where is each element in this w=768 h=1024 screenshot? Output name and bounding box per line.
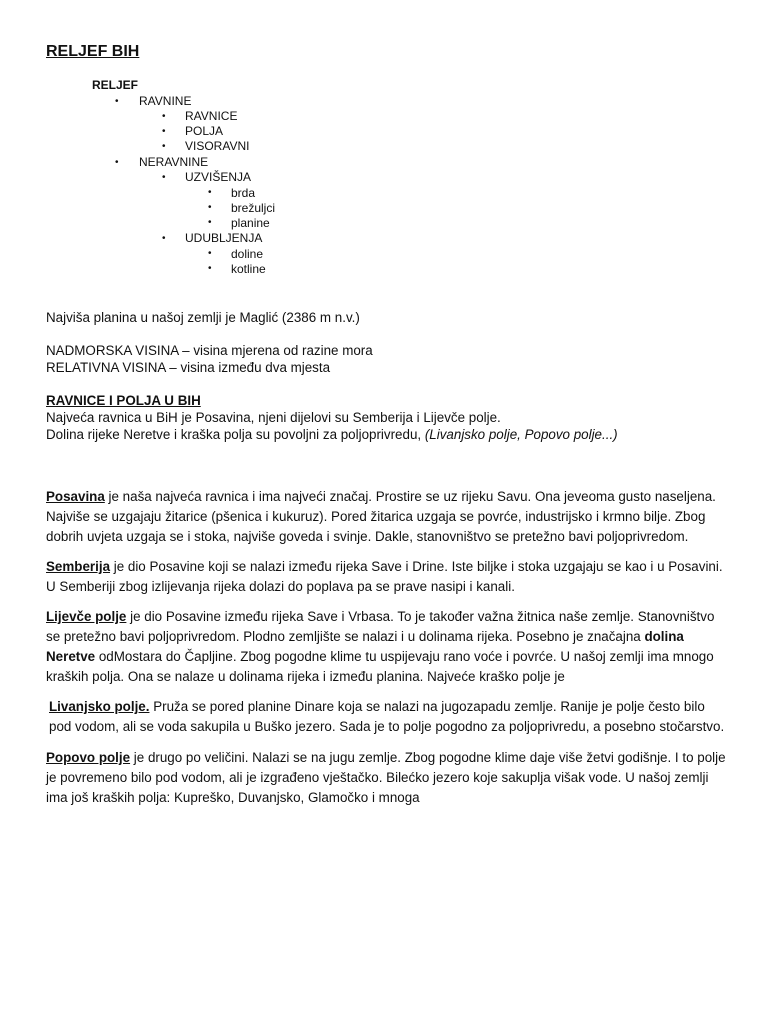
outline-item-udubljenja: UDUBLJENJA [185,231,263,245]
outline-item-neravnine: NERAVNINE [139,155,209,169]
bullet-icon: • [162,126,166,137]
posavina-paragraph [46,487,726,547]
outline-item-planine: planine [231,216,270,230]
popovo-text: je drugo po veličini. Nalazi se na jugu zemlje. Zbog pogodne klime daje više žetvi godišnje. I to polje je povremeno bilo pod vodom, ali je izgrađeno vještačko. Bilećko jezero koje sakuplja višak vode. U našoj zemlji ima još kraških polja: Kupreško, Duvanjsko, Glamočko i mnoga [46,750,726,805]
bullet-icon: • [162,141,166,152]
page-title: RELJEF BIH [46,43,140,60]
livanjsko-term: Livanjsko polje. [49,699,150,714]
outline-item-ravnine: RAVNINE [139,94,192,108]
livanjsko-paragraph [49,697,729,737]
lijevce-text-a: je dio Posavine između rijeka Save i Vrbasa. To je također važna žitnica naše zemlje. Stanovništvo se pretežno bavi poljoprivredom. Plodno zemljište se nalazi i u dolinama rijeka. Posebno je značajna [46,609,715,644]
outline-item-brezuljci: brežuljci [231,201,276,215]
bullet-icon: • [208,263,212,274]
bullet-icon: • [162,111,166,122]
outline-item-visoravni: VISORAVNI [185,139,250,153]
posavina-text: je naša najveća ravnica i ima najveći značaj. Prostire se uz rijeku Savu. Ona jeveoma gusto naseljena. Najviše se uzgajaju žitarice (pšenica i kukuruz). Pored žitarica uzgaja se povrće, industrijsko i krmno bilje. Zbog dobrih uvjeta uzgaja se i stoka, najviše goveda i svinje. Dakle, stanovništvo se pretežno bavi poljoprivredom. [46,489,716,544]
plains-line-1: Najveća ravnica u BiH je Posavina, njeni dijelovi su Semberija i Lijevče polje. [46,410,501,425]
outline-item-kotline: kotline [231,262,266,276]
outline-item-polja: POLJA [185,124,224,138]
outline-item-brda: brda [231,186,256,200]
bullet-icon: • [162,172,166,183]
plains-examples: (Livanjsko polje, Popovo polje...) [424,427,618,442]
semberija-term: Semberija [46,559,111,574]
plains-heading: RAVNICE I POLJA U BIH [46,393,201,408]
bullet-icon: • [162,233,166,244]
posavina-term: Posavina [46,489,105,504]
popovo-term: Popovo polje [46,750,131,765]
plains-line-2 [46,426,726,443]
lijevce-paragraph [46,607,726,687]
neretva-valley-term: dolina Neretve [46,629,684,664]
outline-heading: RELJEF [92,78,139,92]
plains-line-2-text: Dolina rijeke Neretve i kraška polja su povoljni za poljoprivredu, [46,427,425,442]
definition-nadmorska: NADMORSKA VISINA – visina mjerena od razine mora [46,343,373,358]
definition-relativna: RELATIVNA VISINA – visina između dva mjesta [46,360,331,375]
highest-mountain-text: Najviša planina u našoj zemlji je Maglić (2386 m n.v.) [46,310,360,325]
outline-item-uzvisenja: UZVIŠENJA [185,170,252,184]
definitions [46,342,726,376]
outline-item-ravnice: RAVNICE [185,109,238,123]
bullet-icon: • [208,248,212,259]
lijevce-text-b: odMostara do Čapljine. Zbog pogodne klime tu uspijevaju rano voće i povrće. U našoj zemlji ima mnogo kraških polja. Ona se nalaze u dolinama rijeka i između planina. Najveće kraško polje je [46,649,714,684]
bullet-icon: • [208,202,212,213]
popovo-paragraph [46,748,726,808]
plains-section [46,392,726,443]
bullet-icon: • [208,217,212,228]
semberija-text: je dio Posavine koji se nalazi između rijeka Save i Drine. Iste biljke i stoka uzgajaju se kao i u Posavini. U Semberiji zbog izlijevanja rijeka dolazi do poplava pa se prave nasipi i kanali. [46,559,723,594]
semberija-paragraph [46,557,726,597]
bullet-icon: • [115,157,119,168]
bullet-icon: • [115,96,119,107]
livanjsko-text: Pruža se pored planine Dinare koja se nalazi na jugozapadu zemlje. Ranije je polje često bilo pod vodom, ali se voda sakupila u Buško jezero. Sada je to polje pogodno za poljoprivredu, a posebno stočarstvo. [49,699,725,734]
outline-item-doline: doline [231,247,264,261]
bullet-icon: • [208,187,212,198]
lijevce-term: Lijevče polje [46,609,127,624]
